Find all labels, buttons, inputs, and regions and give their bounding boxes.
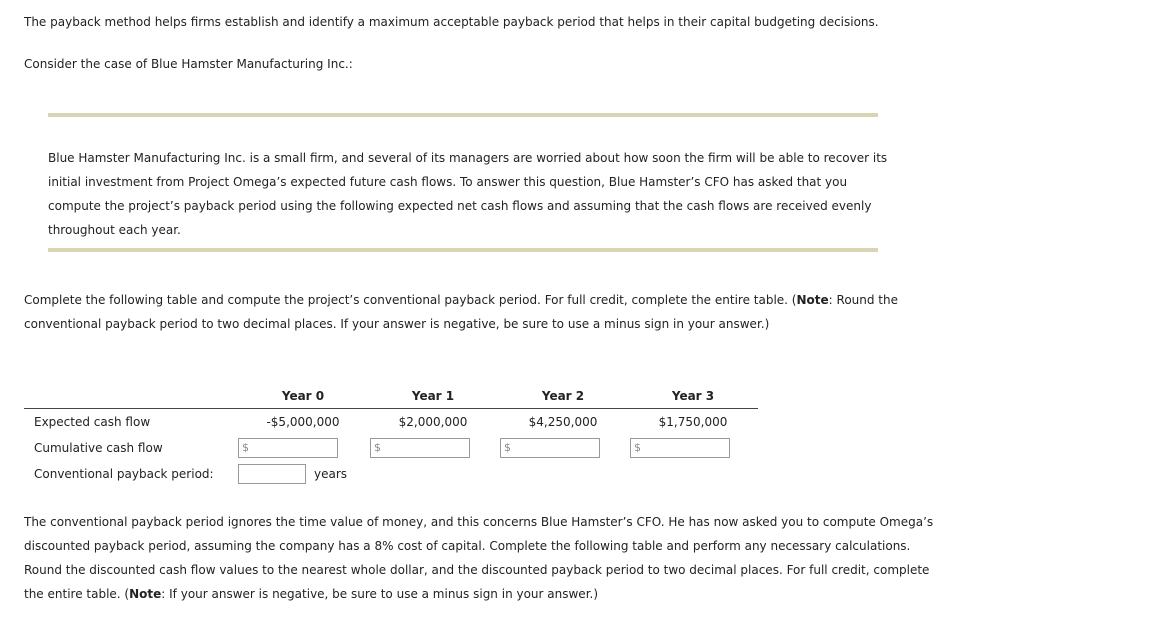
dollar-sign: $ bbox=[242, 441, 249, 454]
instructions-text-1a: Complete the following table and compute the project’s conventional payback period. For full credit, complete the entire table. ( bbox=[24, 293, 797, 307]
instructions-text-1b: : Round the conventional payback period to two decimal places. If your answer is negative, be sure to use a minus sign in your answer.) bbox=[24, 293, 898, 331]
cumulative-cell-year-3 bbox=[628, 435, 758, 461]
header-blank bbox=[24, 384, 238, 409]
header-year-0: Year 0 bbox=[238, 384, 368, 409]
expected-cash-flow-year-2: $4,250,000 bbox=[528, 415, 598, 429]
expected-cash-flow-year-1: $2,000,000 bbox=[398, 415, 468, 429]
payback-period-input[interactable] bbox=[238, 464, 306, 484]
empty-cell bbox=[498, 461, 628, 487]
expected-cash-flow-year-3: $1,750,000 bbox=[658, 415, 728, 429]
payback-period-unit: years bbox=[314, 467, 348, 481]
cumulative-input-year-1[interactable] bbox=[370, 438, 470, 458]
case-intro-text: Consider the case of Blue Hamster Manufacturing Inc.: bbox=[24, 57, 353, 71]
header-year-3: Year 3 bbox=[628, 384, 758, 409]
cumulative-cash-flow-row bbox=[24, 435, 758, 461]
case-box-top-rule bbox=[48, 113, 878, 117]
cumulative-cell-year-2 bbox=[498, 435, 628, 461]
cumulative-cash-flow-label: Cumulative cash flow bbox=[34, 441, 163, 455]
dollar-sign: $ bbox=[374, 441, 381, 454]
expected-cash-flow-year-0: -$5,000,000 bbox=[266, 415, 340, 429]
case-description: Blue Hamster Manufacturing Inc. is a small firm, and several of its managers are worried about how soon the firm will be able to recover its initial investment from Project Omega’s expected future cash flows. To answer this question, Blue Hamster’s CFO has asked that you compute the project’s payback period using the following expected net cash flows and assuming that the cash flows are received evenly throughout each year. bbox=[48, 151, 888, 237]
cumulative-input-year-2[interactable] bbox=[500, 438, 600, 458]
intro-text: The payback method helps firms establish and identify a maximum acceptable payback period that helps in their capital budgeting decisions. bbox=[24, 15, 879, 29]
conventional-payback-table bbox=[24, 384, 758, 487]
header-year-1: Year 1 bbox=[368, 384, 498, 409]
table-header-row bbox=[24, 384, 758, 409]
payback-period-cell bbox=[238, 461, 498, 487]
expected-cash-flow-row bbox=[24, 409, 758, 436]
expected-cash-flow-label: Expected cash flow bbox=[34, 415, 151, 429]
conventional-instructions bbox=[24, 288, 924, 336]
cumulative-input-year-3[interactable] bbox=[630, 438, 730, 458]
cumulative-input-year-0[interactable] bbox=[238, 438, 338, 458]
empty-cell bbox=[628, 461, 758, 487]
dollar-sign: $ bbox=[504, 441, 511, 454]
discounted-instructions bbox=[24, 510, 944, 606]
note-label: Note bbox=[796, 293, 829, 307]
instructions-text-2a: The conventional payback period ignores the time value of money, and this concerns Blue Hamster’s CFO. He has now asked you to compute Omega’s discounted payback period, assuming the company has a 8% cost of capital. Complete the following table and perform any necessary calculations. Round the discounted cash flow values to the nearest whole dollar, and the discounted payback period to two decimal places. For full credit, complete the entire table. ( bbox=[24, 515, 934, 601]
cumulative-cell-year-0 bbox=[238, 435, 368, 461]
payback-period-row bbox=[24, 461, 758, 487]
payback-period-label: Conventional payback period: bbox=[34, 467, 214, 481]
instructions-text-2b: : If your answer is negative, be sure to use a minus sign in your answer.) bbox=[161, 587, 599, 601]
header-year-2: Year 2 bbox=[498, 384, 628, 409]
dollar-sign: $ bbox=[634, 441, 641, 454]
cumulative-cell-year-1 bbox=[368, 435, 498, 461]
note-label: Note bbox=[129, 587, 162, 601]
case-box-bottom-rule bbox=[48, 248, 878, 252]
